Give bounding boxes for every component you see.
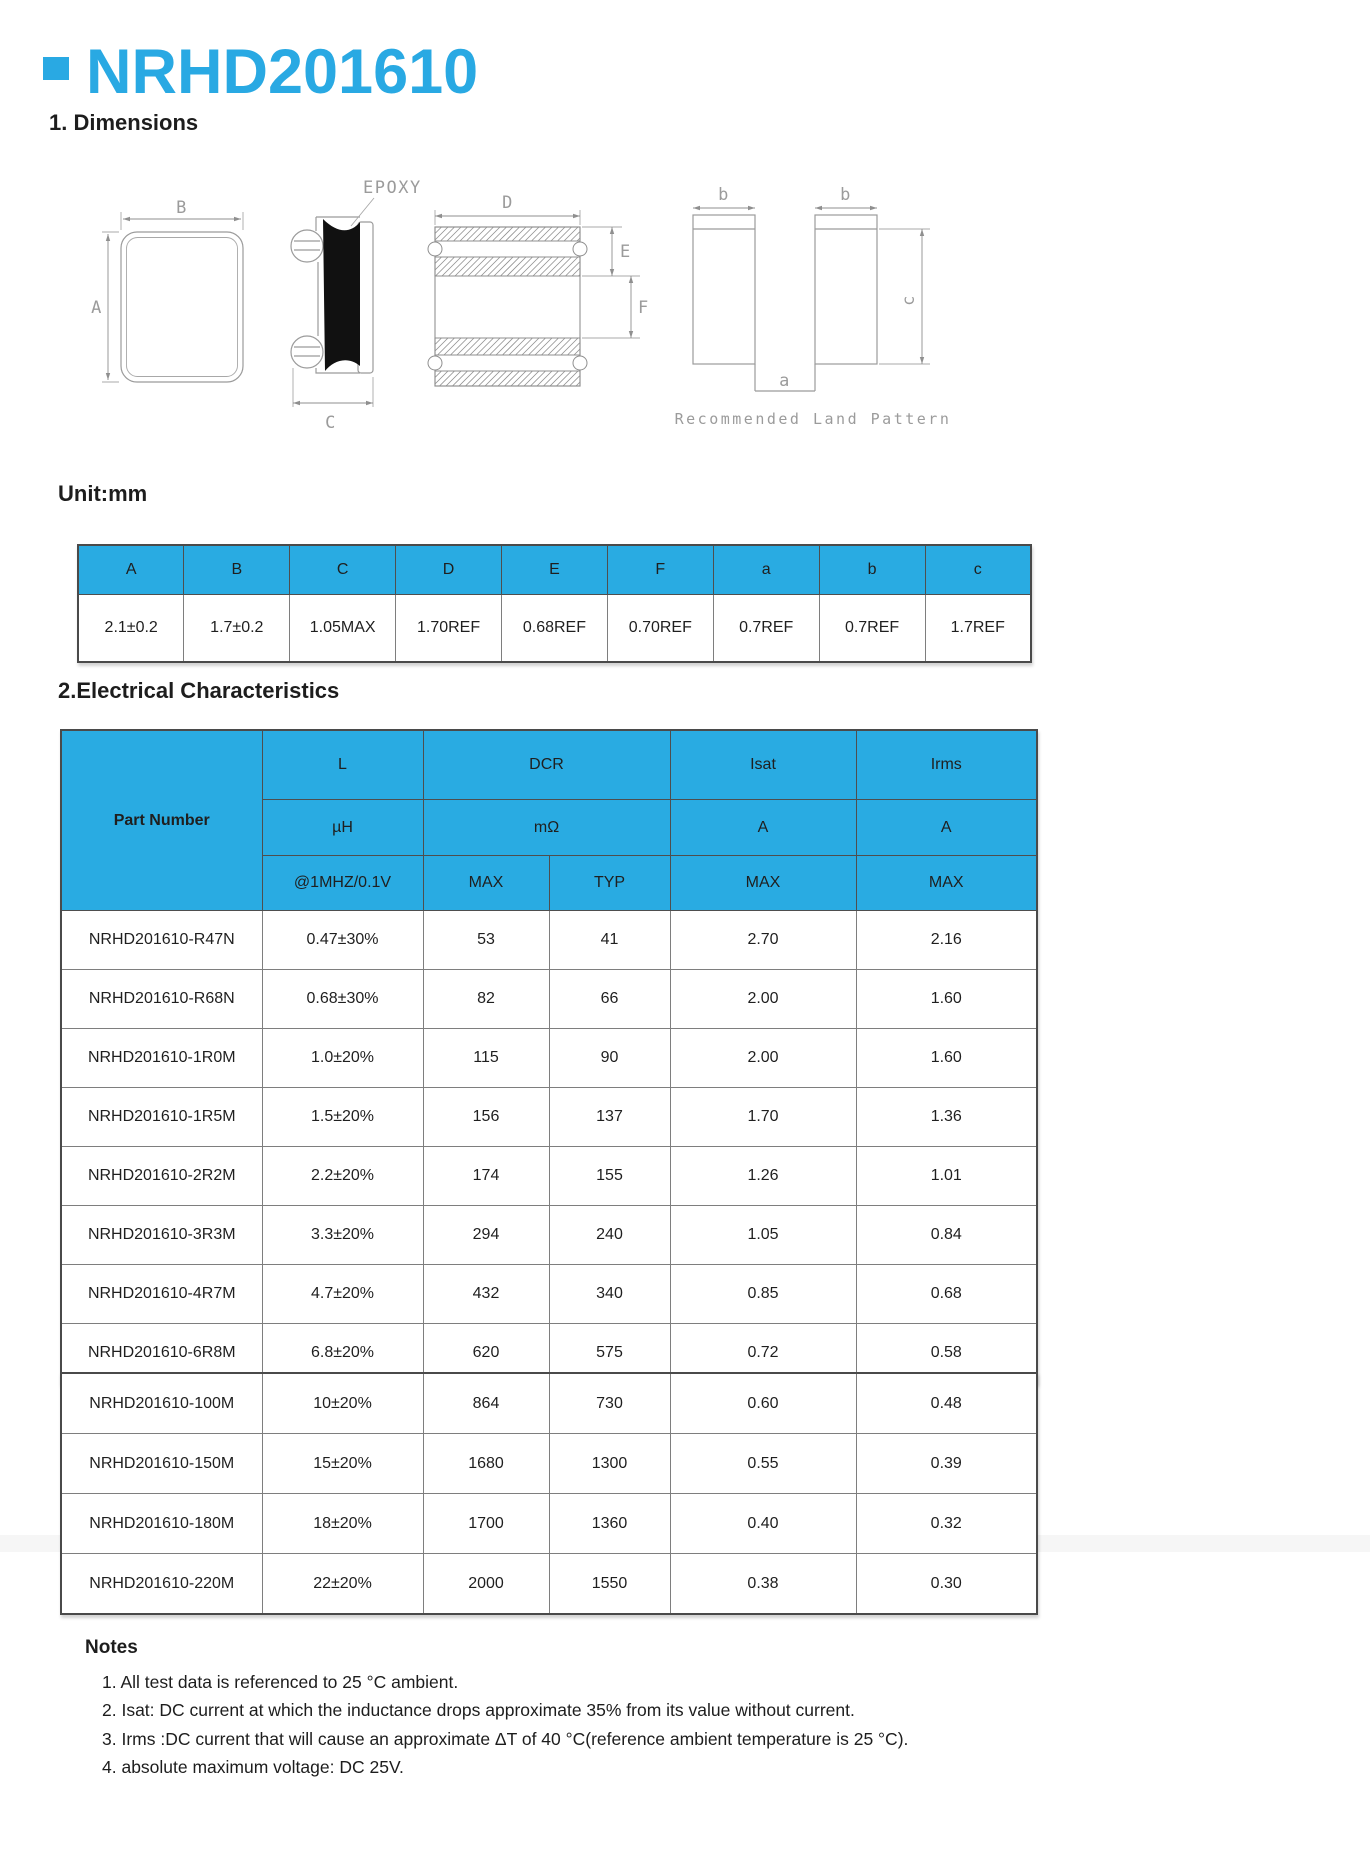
table-cell: NRHD201610-150M [61, 1434, 262, 1494]
table-row [61, 1265, 1037, 1324]
section-dimensions-heading: 1. Dimensions [49, 110, 199, 135]
table-cell: 1.70REF [396, 595, 502, 663]
table-row [61, 911, 1037, 970]
table-cell: 41 [549, 911, 670, 970]
dim-label-height: c [899, 294, 919, 306]
table-cell: 155 [549, 1147, 670, 1206]
page-title: NRHD201610 [86, 37, 479, 107]
dim-label-b: B [176, 198, 188, 218]
table-cell: 1.05MAX [290, 595, 396, 663]
table-cell: NRHD201610-100M [61, 1373, 262, 1434]
dim-label-c: C [325, 413, 337, 433]
table-cell: 22±20% [262, 1554, 423, 1615]
column-header: c [925, 545, 1031, 595]
table-cell: 1.7±0.2 [184, 595, 290, 663]
table-row [61, 1206, 1037, 1265]
isat-unit-header: A [670, 800, 856, 856]
dim-label-b1: b [718, 185, 730, 205]
table-cell: 0.7REF [713, 595, 819, 663]
table-cell: 66 [549, 970, 670, 1029]
dim-label-b2: b [840, 185, 852, 205]
note-item: 1. All test data is referenced to 25 °C ambient. [102, 1672, 459, 1692]
table-cell: 6.8±20% [262, 1324, 423, 1384]
l-condition-header: @1MHZ/0.1V [262, 856, 423, 911]
table-cell: NRHD201610-R47N [61, 911, 262, 970]
table-cell: 18±20% [262, 1494, 423, 1554]
table-cell: 174 [423, 1147, 549, 1206]
table-cell: 1360 [549, 1494, 670, 1554]
table-cell: 730 [549, 1373, 670, 1434]
table-cell: 0.40 [670, 1494, 856, 1554]
table-cell: 0.70REF [607, 595, 713, 663]
dimensions-table-header-row [78, 545, 1031, 595]
electrical-table-2 [60, 1372, 1038, 1615]
electrical-table-2-body [61, 1373, 1037, 1614]
column-header: E [502, 545, 608, 595]
table-cell: 294 [423, 1206, 549, 1265]
dim-label-d: D [502, 193, 514, 213]
table-cell: NRHD201610-180M [61, 1494, 262, 1554]
dim-label-a: A [91, 298, 103, 318]
irms-max-header: MAX [856, 856, 1037, 911]
table-cell: 620 [423, 1324, 549, 1384]
isat-header: Isat [670, 730, 856, 800]
table-cell: 0.48 [856, 1373, 1037, 1434]
table-cell: 0.60 [670, 1373, 856, 1434]
table-cell: 1.01 [856, 1147, 1037, 1206]
notes-heading: Notes [85, 1637, 138, 1658]
dim-label-f: F [638, 298, 650, 318]
table-cell: 0.32 [856, 1494, 1037, 1554]
table-cell: NRHD201610-R68N [61, 970, 262, 1029]
table-cell: 2.00 [670, 1029, 856, 1088]
dim-label-e: E [620, 242, 632, 262]
part-number-header: Part Number [61, 730, 262, 911]
column-header: B [184, 545, 290, 595]
table-cell: 4.7±20% [262, 1265, 423, 1324]
table-cell: NRHD201610-1R5M [61, 1088, 262, 1147]
table-cell: 432 [423, 1265, 549, 1324]
irms-header: Irms [856, 730, 1037, 800]
l-header: L [262, 730, 423, 800]
dcr-max-header: MAX [423, 856, 549, 911]
notes-section [85, 1637, 1185, 1782]
table-cell: 2.70 [670, 911, 856, 970]
table-cell: 3.3±20% [262, 1206, 423, 1265]
unit-label: Unit:mm [58, 481, 148, 506]
epoxy-label: EPOXY [363, 178, 422, 198]
table-cell: 0.84 [856, 1206, 1037, 1265]
dcr-typ-header: TYP [549, 856, 670, 911]
land-pattern-caption: Recommended Land Pattern [674, 410, 952, 428]
electrical-header-row-1 [61, 730, 1037, 800]
dimensions-table [77, 544, 1032, 663]
table-cell: 1700 [423, 1494, 549, 1554]
table-cell: 0.7REF [819, 595, 925, 663]
table-cell: 0.55 [670, 1434, 856, 1494]
table-cell: 15±20% [262, 1434, 423, 1494]
section-electrical-heading: 2.Electrical Characteristics [58, 678, 340, 703]
table-cell: 1.36 [856, 1088, 1037, 1147]
dimension-drawings [0, 0, 1370, 460]
table-cell: NRHD201610-2R2M [61, 1147, 262, 1206]
table-cell: 0.39 [856, 1434, 1037, 1494]
table-cell: 1.60 [856, 970, 1037, 1029]
table-cell: 575 [549, 1324, 670, 1384]
table-row [61, 1494, 1037, 1554]
table-cell: 1550 [549, 1554, 670, 1615]
table-cell: 1.7REF [925, 595, 1031, 663]
column-header: D [396, 545, 502, 595]
note-item: 2. Isat: DC current at which the inductance drops approximate 35% from its value without current. [102, 1700, 855, 1721]
table-cell: 1.5±20% [262, 1088, 423, 1147]
table-cell: 1.26 [670, 1147, 856, 1206]
table-row [61, 1088, 1037, 1147]
table-cell: 2.1±0.2 [78, 595, 184, 663]
table-cell: 1680 [423, 1434, 549, 1494]
table-cell: 1300 [549, 1434, 670, 1494]
table-cell: 2.2±20% [262, 1147, 423, 1206]
table-cell: 90 [549, 1029, 670, 1088]
table-cell: 156 [423, 1088, 549, 1147]
table-row [61, 1029, 1037, 1088]
table-cell: 1.05 [670, 1206, 856, 1265]
note-item: 3. Irms :DC current that will cause an approximate ΔT of 40 °C(reference ambient temperature is 25 °C). [102, 1728, 909, 1749]
column-header: a [713, 545, 819, 595]
land-pattern-view [675, 185, 952, 428]
table-cell: NRHD201610-4R7M [61, 1265, 262, 1324]
table-cell: 0.47±30% [262, 911, 423, 970]
table-cell: 340 [549, 1265, 670, 1324]
table-cell: 1.70 [670, 1088, 856, 1147]
table-cell: 2000 [423, 1554, 549, 1615]
table-cell: 137 [549, 1088, 670, 1147]
table-cell: 82 [423, 970, 549, 1029]
dcr-unit-header: mΩ [423, 800, 670, 856]
notes-list [102, 1668, 1185, 1782]
table-cell: 0.68 [856, 1265, 1037, 1324]
table-cell: 115 [423, 1029, 549, 1088]
front-view [91, 198, 243, 382]
table-cell: 240 [549, 1206, 670, 1265]
cross-section-view [428, 193, 650, 386]
column-header: A [78, 545, 184, 595]
column-header: C [290, 545, 396, 595]
table-cell: 1.60 [856, 1029, 1037, 1088]
table-row [61, 1147, 1037, 1206]
table-cell: 0.58 [856, 1324, 1037, 1384]
irms-unit-header: A [856, 800, 1037, 856]
dim-label-gap: a [779, 371, 791, 391]
table-cell: 0.72 [670, 1324, 856, 1384]
table-cell: NRHD201610-6R8M [61, 1324, 262, 1384]
table-cell: 0.30 [856, 1554, 1037, 1615]
table-cell: 1.0±20% [262, 1029, 423, 1088]
dimensions-table-value-row [78, 595, 1031, 663]
table-cell: 0.68REF [502, 595, 608, 663]
note-item: 4. absolute maximum voltage: DC 25V. [102, 1757, 404, 1778]
column-header: b [819, 545, 925, 595]
isat-max-header: MAX [670, 856, 856, 911]
table-cell: NRHD201610-220M [61, 1554, 262, 1615]
table-cell: 0.38 [670, 1554, 856, 1615]
table-row [61, 1373, 1037, 1434]
table-row [61, 1554, 1037, 1615]
dcr-header: DCR [423, 730, 670, 800]
l-unit-header: µH [262, 800, 423, 856]
table-cell: 864 [423, 1373, 549, 1434]
table-cell: 2.16 [856, 911, 1037, 970]
table-cell: 53 [423, 911, 549, 970]
electrical-table-1 [60, 729, 1038, 1384]
epoxy-fill-region [323, 219, 360, 371]
side-view [291, 178, 422, 433]
table-cell: NRHD201610-3R3M [61, 1206, 262, 1265]
table-row [61, 970, 1037, 1029]
electrical-table-1-body [61, 911, 1037, 1384]
table-cell: NRHD201610-1R0M [61, 1029, 262, 1088]
table-cell: 0.85 [670, 1265, 856, 1324]
table-cell: 2.00 [670, 970, 856, 1029]
column-header: F [607, 545, 713, 595]
table-cell: 0.68±30% [262, 970, 423, 1029]
table-cell: 10±20% [262, 1373, 423, 1434]
table-row [61, 1434, 1037, 1494]
